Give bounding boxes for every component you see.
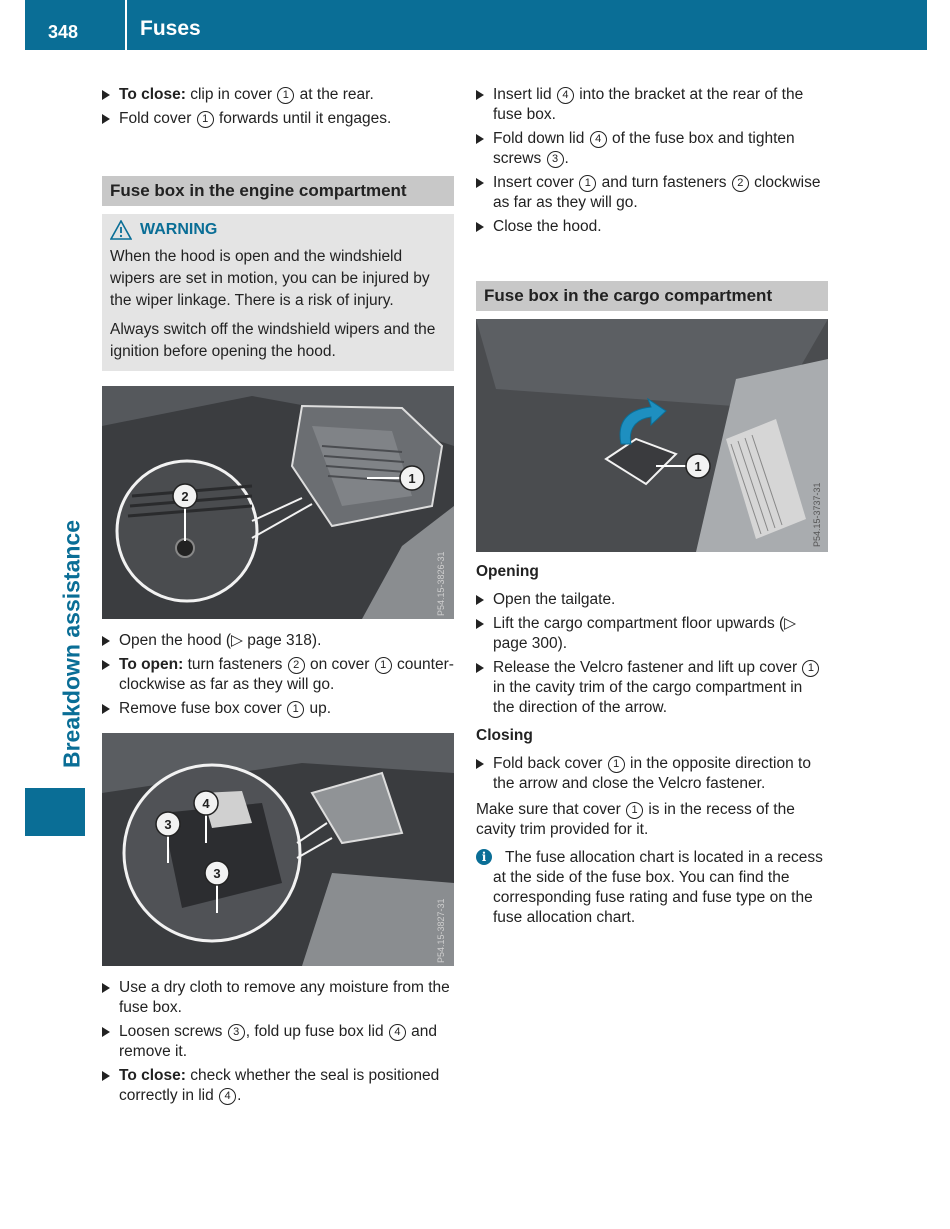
list-item <box>102 978 454 1018</box>
text: Insert lid <box>493 86 556 103</box>
text: clockwise as far as they will go. <box>493 174 821 211</box>
callout-number: 1 <box>277 87 294 104</box>
svg-text:1: 1 <box>694 459 702 474</box>
list-item <box>102 1022 454 1062</box>
section-heading: Fuse box in the cargo compartment <box>476 281 828 311</box>
bullet-arrow-icon <box>476 595 484 605</box>
side-tab-marker <box>25 788 85 836</box>
info-note <box>476 848 828 928</box>
text: on cover <box>305 656 374 673</box>
warning-triangle-icon <box>110 220 132 240</box>
bullet-arrow-icon <box>476 178 484 188</box>
callout-number: 1 <box>802 660 819 677</box>
svg-text:3: 3 <box>164 817 172 832</box>
callout-number: 2 <box>732 175 749 192</box>
callout-number: 4 <box>557 87 574 104</box>
text: at the rear. <box>295 86 374 103</box>
list-item <box>102 109 454 129</box>
text: and turn fasteners <box>597 174 731 191</box>
callout-number: 4 <box>219 1088 236 1105</box>
list-item <box>476 614 828 654</box>
svg-text:3: 3 <box>213 866 221 881</box>
list-item <box>476 129 828 169</box>
text: in the opposite direction to the arrow and close the Velcro fastener. <box>493 755 811 792</box>
warning-text: When the hood is open and the windshield wipers are set in motion, you can be injured by the wiper linkage. There is a risk of injury. <box>110 248 430 309</box>
callout-number: 1 <box>287 701 304 718</box>
callout-number: 3 <box>547 151 564 168</box>
warning-title <box>110 220 446 240</box>
bold-lead: To close: <box>119 1067 186 1084</box>
text: is in the recess of the cavity trim provided for it. <box>476 801 795 838</box>
text: turn fasteners <box>183 656 287 673</box>
text: Make sure that cover <box>476 801 626 818</box>
text: of the fuse box and tighten screws <box>493 130 795 167</box>
list-item <box>476 754 828 794</box>
page-header <box>25 0 927 50</box>
text: in the cavity trim of the cargo compartment in the direction of the arrow. <box>493 679 803 716</box>
bullet-arrow-icon <box>476 759 484 769</box>
list-item <box>476 85 828 125</box>
text: . <box>564 150 569 167</box>
bullet-arrow-icon <box>476 134 484 144</box>
info-icon: i <box>476 849 492 865</box>
text: Release the Velcro fastener and lift up cover <box>493 659 802 676</box>
callout-number: 1 <box>579 175 596 192</box>
list-item <box>476 173 828 213</box>
photo-code: P54.15-3827-31 <box>436 898 446 963</box>
text: into the bracket at the rear of the fuse box. <box>493 86 804 123</box>
text: Fold down lid <box>493 130 589 147</box>
left-column <box>102 85 454 1110</box>
text: . <box>237 1087 242 1104</box>
cargo-fusebox-photo <box>476 319 828 552</box>
svg-text:4: 4 <box>202 796 210 811</box>
list-item <box>102 85 454 105</box>
text: Close the hood. <box>493 218 602 235</box>
text: Fold cover <box>119 110 196 127</box>
text: Remove fuse box cover <box>119 700 287 717</box>
bold-lead: To close: <box>119 86 186 103</box>
list-item <box>476 658 828 718</box>
info-text: The fuse allocation chart is located in a recess at the side of the fuse box. You can find the corresponding fuse rating and fuse type on the fuse allocation chart. <box>493 849 823 926</box>
callout-number: 1 <box>626 802 643 819</box>
text: Insert cover <box>493 174 579 191</box>
text: Use a dry cloth to remove any moisture from the fuse box. <box>119 979 450 1016</box>
callout-number: 1 <box>608 756 625 773</box>
bullet-arrow-icon <box>476 222 484 232</box>
text: clip in cover <box>185 86 277 103</box>
bullet-arrow-icon <box>102 660 110 670</box>
text: forwards until it engages. <box>214 110 392 127</box>
svg-text:1: 1 <box>408 471 416 486</box>
opening-heading: Opening <box>476 563 539 580</box>
bullet-arrow-icon <box>476 90 484 100</box>
callout-number: 1 <box>375 657 392 674</box>
list-item <box>476 590 828 610</box>
list-item <box>102 1066 454 1106</box>
warning-label: WARNING <box>140 221 218 238</box>
warning-text: Always switch off the windshield wipers and the ignition before opening the hood. <box>110 321 436 360</box>
text: Open the hood (▷ page 318). <box>119 632 322 649</box>
bullet-arrow-icon <box>476 663 484 673</box>
photo-code: P54.15-3737-31 <box>812 482 822 547</box>
warning-box <box>102 214 454 371</box>
section-side-label: Breakdown assistance <box>58 519 85 769</box>
engine-fusebox-photo-2 <box>102 733 454 966</box>
bullet-arrow-icon <box>102 636 110 646</box>
text: Loosen screws <box>119 1023 227 1040</box>
section-heading: Fuse box in the engine compartment <box>102 176 454 206</box>
bold-lead: To open: <box>119 656 184 673</box>
callout-number: 1 <box>197 111 214 128</box>
callout-number: 3 <box>228 1024 245 1041</box>
svg-text:2: 2 <box>181 489 189 504</box>
bullet-arrow-icon <box>476 619 484 629</box>
bullet-arrow-icon <box>102 1071 110 1081</box>
bullet-arrow-icon <box>102 704 110 714</box>
callout-number: 4 <box>389 1024 406 1041</box>
text: counter-clockwise as far as they will go. <box>119 656 454 693</box>
photo-code: P54.15-3826-31 <box>436 551 446 616</box>
bullet-arrow-icon <box>102 114 110 124</box>
closing-heading: Closing <box>476 727 533 744</box>
list-item <box>102 699 454 719</box>
text: check whether the seal is positioned correctly in lid <box>119 1067 440 1104</box>
callout-number: 2 <box>288 657 305 674</box>
text: and remove it. <box>119 1023 438 1060</box>
callout-number: 4 <box>590 131 607 148</box>
bullet-arrow-icon <box>102 1027 110 1037</box>
text: Fold back cover <box>493 755 607 772</box>
right-column <box>476 85 828 928</box>
text: up. <box>305 700 331 717</box>
bullet-arrow-icon <box>102 983 110 993</box>
bullet-arrow-icon <box>102 90 110 100</box>
note-paragraph <box>476 800 828 840</box>
text: Open the tailgate. <box>493 591 616 608</box>
page-title: Fuses <box>140 17 201 40</box>
text: , fold up fuse box lid <box>245 1023 388 1040</box>
engine-fusebox-photo-1 <box>102 386 454 619</box>
list-item <box>102 655 454 695</box>
list-item <box>476 217 828 237</box>
header-divider <box>125 0 127 50</box>
text: Lift the cargo compartment floor upwards (▷ page 300). <box>493 615 797 652</box>
page-number: 348 <box>47 22 79 42</box>
list-item <box>102 631 454 651</box>
